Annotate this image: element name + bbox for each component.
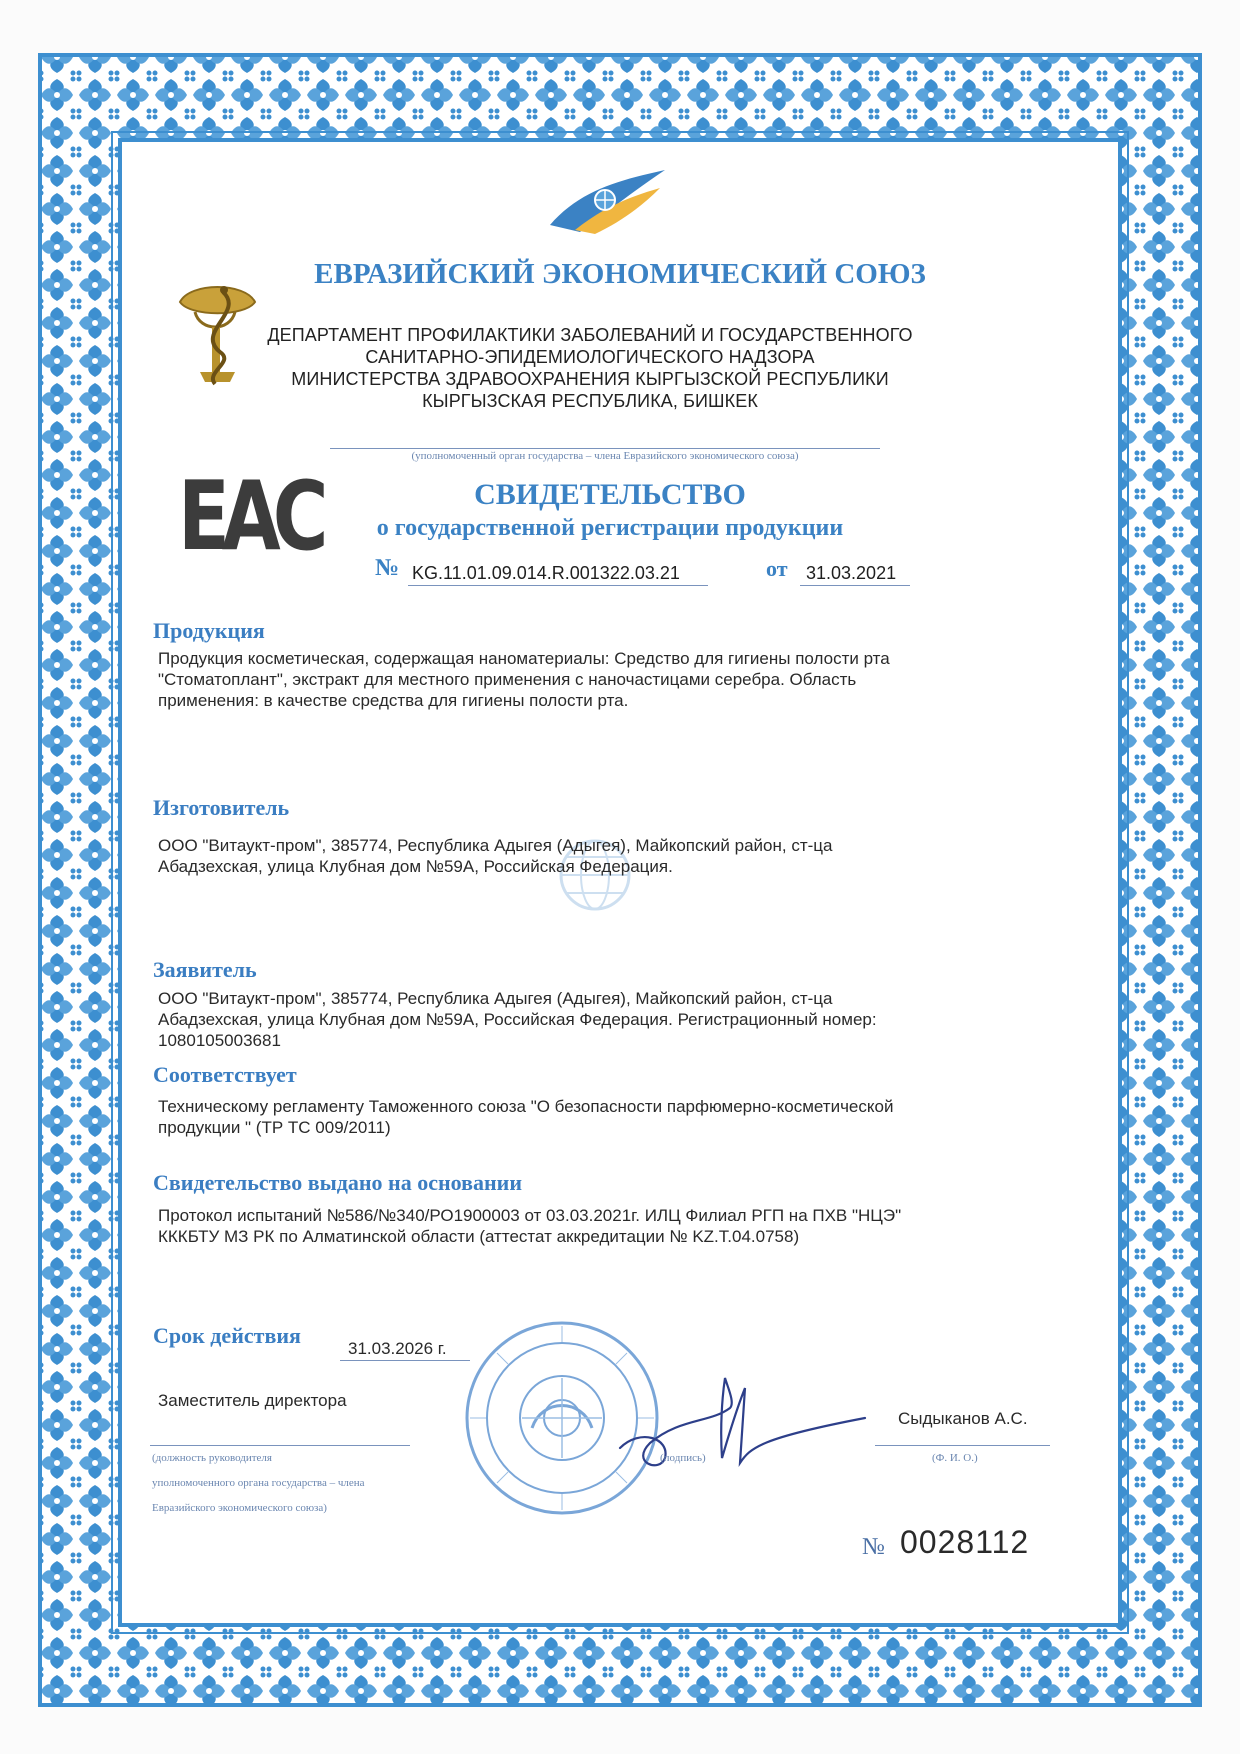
position-underline [150,1445,410,1446]
form-number-value: 0028112 [900,1524,1030,1560]
certificate-title: СВИДЕТЕЛЬСТВО [474,478,746,511]
product-heading: Продукция [153,618,265,643]
certificate-number-label: № [375,555,400,581]
signatory-position: Заместитель директора [158,1391,347,1410]
department-line-3: МИНИСТЕРСТВА ЗДРАВООХРАНЕНИЯ КЫРГЫЗСКОЙ РЕСПУБЛИКИ [291,369,889,389]
department-line-1: ДЕПАРТАМЕНТ ПРОФИЛАКТИКИ ЗАБОЛЕВАНИЙ И ГОСУДАРСТВЕННОГО [267,325,913,345]
authority-underline [330,448,880,449]
position-note-line-2: уполномоченного органа государства – члена [152,1477,365,1489]
conforms-heading: Соответствует [153,1062,297,1087]
manufacturer-line-1: ООО "Витаукт-пром", 385774, Республика Адыгея (Адыгея), Майкопский район, ст-ца [158,836,833,855]
signature-icon [610,1368,870,1478]
form-number-label: № [862,1534,885,1560]
name-underline [875,1445,1050,1446]
basis-line-1: Протокол испытаний №586/№340/РО1900003 от 03.03.2021г. ИЛЦ Филиал РГП на ПХВ "НЦЭ" [158,1206,902,1225]
authority-note: (уполномоченный орган государства – члена Евразийского экономического союза) [411,450,799,462]
position-note-line-1: (должность руководителя [152,1452,272,1464]
signature-note: (подпись) [660,1452,706,1464]
product-line-1: Продукция косметическая, содержащая наноматериалы: Средство для гигиены полости рта [158,649,890,668]
basis-line-2: КККБТУ МЗ РК по Алматинской области (аттестат аккредитации № KZ.T.04.0758) [158,1227,800,1246]
organization-title: ЕВРАЗИЙСКИЙ ЭКОНОМИЧЕСКИЙ СОЮЗ [314,258,926,290]
certificate-date: 31.03.2021 [806,563,897,583]
manufacturer-line-2: Абадзехская, улица Клубная дом №59А, Российская Федерация. [158,857,673,876]
validity-heading: Срок действия [153,1323,301,1348]
product-line-2: "Стоматоплант", экстракт для местного применения с наночастицами серебра. Область [158,670,857,689]
certificate-number-underline [408,585,708,586]
certificate-subtitle: о государственной регистрации продукции [376,515,844,541]
eac-mark: ЕАС [178,460,321,572]
validity-date: 31.03.2026 г. [348,1339,447,1358]
applicant-line-2: Абадзехская, улица Клубная дом №59А, Российская Федерация. Регистрационный номер: [158,1010,877,1029]
name-note: (Ф. И. О.) [932,1452,978,1464]
department-line-4: КЫРГЫЗСКАЯ РЕСПУБЛИКА, БИШКЕК [422,391,758,411]
conforms-line-2: продукции " (ТР ТС 009/2011) [158,1118,391,1137]
product-line-3: применения: в качестве средства для гигиены полости рта. [158,691,629,710]
basis-heading: Свидетельство выдано на основании [153,1170,523,1195]
certificate-date-label: от [766,556,788,581]
department-line-2: САНИТАРНО-ЭПИДЕМИОЛОГИЧЕСКОГО НАДЗОРА [365,347,815,367]
eaeu-logo-icon [540,160,670,235]
certificate-number: KG.11.01.09.014.R.001322.03.21 [412,563,680,583]
certificate-date-underline [800,585,910,586]
validity-underline [340,1360,470,1361]
conforms-line-1: Техническому регламенту Таможенного союза "О безопасности парфюмерно-косметической [158,1097,894,1116]
manufacturer-heading: Изготовитель [153,795,290,820]
position-note-line-3: Евразийского экономического союза) [152,1502,327,1514]
signatory-name: Сыдыканов А.С. [898,1409,1028,1428]
applicant-line-3: 1080105003681 [158,1031,281,1050]
applicant-line-1: ООО "Витаукт-пром", 385774, Республика Адыгея (Адыгея), Майкопский район, ст-ца [158,989,833,1008]
applicant-heading: Заявитель [153,957,257,982]
